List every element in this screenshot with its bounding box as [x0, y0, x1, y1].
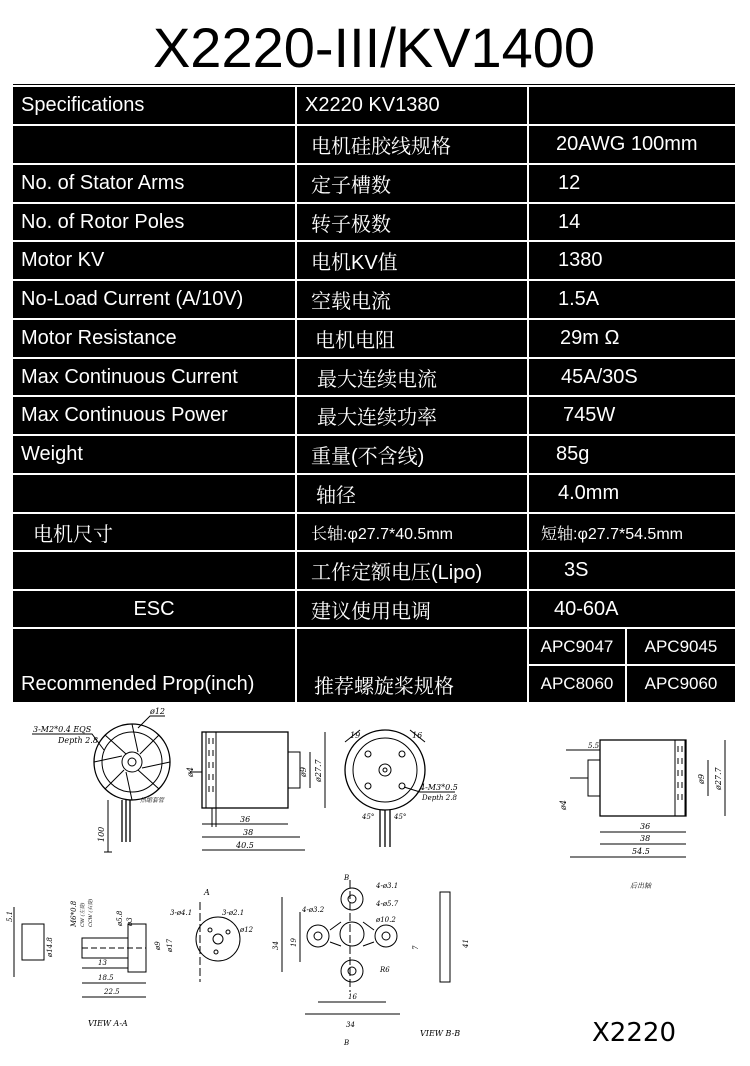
spec-value: 1.5A — [558, 288, 600, 310]
dim-label: 16 — [412, 731, 423, 740]
dim-label: ø9 — [697, 774, 706, 784]
spec-label-cn: 工作定额电压(Lipo) — [311, 562, 483, 584]
dim-label: 45° — [362, 813, 375, 821]
dim-label: 40.5 — [236, 841, 254, 850]
dim-label: 13 — [98, 959, 107, 967]
view-adapter-end — [170, 902, 254, 982]
spec-label-en: Weight — [21, 443, 83, 465]
dim-note: CCW (右旋) — [88, 898, 94, 927]
dim-label: 4-ø3.1 — [376, 882, 399, 890]
view-front-3-holes — [32, 707, 170, 852]
dim-label: ø27.7 — [314, 759, 323, 782]
spec-value: 3S — [564, 559, 589, 581]
spec-label-en: No. of Rotor Poles — [21, 210, 185, 233]
dim-label: ø14.8 — [46, 937, 54, 957]
spec-label-en: No. of Stator Arms — [21, 172, 185, 194]
spec-value: 12 — [558, 172, 581, 194]
spec-label-cn: 电机电阻 — [315, 330, 395, 352]
dim-label: ø9 — [154, 941, 162, 950]
view-label: VIEW A-A — [88, 1019, 128, 1028]
row-line — [13, 473, 735, 475]
spec-value: 745W — [563, 404, 616, 426]
spec-value: 29m Ω — [560, 327, 620, 349]
spec-value: 14 — [558, 210, 581, 233]
dim-label: 4-ø5.7 — [376, 900, 399, 908]
spec-label-en: Motor KV — [21, 249, 105, 271]
spec-label-cn: 电机KV值 — [311, 252, 398, 274]
dim-note: CW (左旋) — [80, 902, 86, 927]
spec-label-en: Max Continuous Power — [21, 404, 228, 426]
dim-label: ø12 — [150, 707, 165, 716]
spec-label-cn: 空载电流 — [311, 291, 391, 313]
dim-label: 38 — [640, 834, 651, 843]
dim-label: 4-M3*0.5 — [420, 783, 458, 792]
spec-label-cn: 重量(不含线) — [311, 446, 425, 468]
spec-table — [13, 85, 735, 702]
dim-label: ø4 — [186, 767, 195, 777]
spec-value: 短轴:φ27.7*54.5mm — [541, 525, 683, 543]
dim-label: 22.5 — [104, 988, 120, 996]
spec-value: 85g — [556, 443, 590, 465]
dim-note: 热缩套管 — [140, 797, 165, 804]
model-label: X2220 — [592, 1018, 676, 1048]
view-side — [186, 732, 325, 850]
spec-label-cn: 轴径 — [316, 485, 356, 507]
dim-label: ø12 — [240, 926, 254, 934]
technical-drawing — [0, 702, 750, 1061]
dim-label: ø4 — [559, 800, 568, 810]
col-divider-1 — [295, 85, 297, 702]
spec-label-cn: 长轴:φ27.7*40.5mm — [311, 525, 453, 543]
spec-value: 20AWG 100mm — [556, 133, 698, 155]
spec-label-en: Max Continuous Current — [21, 365, 238, 388]
dim-label: 16 — [348, 993, 357, 1001]
drawing-svg — [0, 702, 750, 1061]
section-mark: B — [344, 1039, 350, 1047]
spec-label-en: No-Load Current (A/10V) — [21, 288, 244, 310]
prop-label-en: Recommended Prop(inch) — [21, 672, 255, 695]
dim-label: M6*0.8 — [70, 900, 78, 927]
spec-label-cn: 建议使用电调 — [311, 600, 431, 623]
dim-label: 34 — [346, 1021, 355, 1029]
spec-value: 40-60A — [554, 597, 619, 620]
prop-value: APC9060 — [644, 674, 718, 693]
spec-value: 45A/30S — [561, 365, 638, 388]
dim-label: 19 — [350, 731, 361, 740]
spec-value: 4.0mm — [558, 482, 620, 504]
section-mark: A — [204, 888, 210, 897]
dim-label: ø9 — [299, 767, 308, 777]
dim-label: 7 — [412, 945, 420, 950]
title-box — [13, 10, 735, 86]
dim-label: 3-ø2.1 — [222, 909, 245, 917]
prop-label-cn: 推荐螺旋桨规格 — [314, 675, 454, 698]
prop-value: APC8060 — [540, 674, 614, 693]
view-x-mount — [272, 874, 470, 1047]
title-bar — [0, 0, 750, 85]
dim-label: 38 — [243, 828, 254, 837]
dim-label: Depth 2.8 — [422, 794, 457, 802]
section-mark: B — [344, 874, 350, 882]
dim-label: ø5.8 — [116, 910, 124, 926]
spec-label-en: Motor Resistance — [21, 327, 177, 349]
dim-label: 4-ø3.2 — [302, 906, 325, 914]
spec-label-en: Specifications — [21, 94, 145, 116]
dim-label: 36 — [240, 815, 251, 824]
dim-label: 3-ø4.1 — [170, 909, 193, 917]
dim-label: 3-M2*0.4 EQS — [33, 725, 92, 734]
dim-label: Depth 2.8 — [58, 736, 98, 745]
spec-label-cn: 最大连续功率 — [317, 407, 437, 429]
spec-label-cn: 转子极数 — [311, 213, 391, 236]
spec-value: 1380 — [558, 249, 603, 271]
dim-label: 36 — [640, 822, 651, 831]
dim-label: ø27.7 — [714, 767, 723, 790]
dim-label: ø3 — [126, 917, 134, 926]
dim-label: ø17 — [166, 938, 174, 952]
dim-label: 5.5 — [588, 742, 600, 750]
dim-label: 18.5 — [98, 974, 114, 982]
view-rear-shaft — [559, 740, 725, 890]
spec-label-cn: 最大连续电流 — [317, 368, 437, 391]
dim-label: R6 — [380, 966, 390, 974]
dim-label: 100 — [97, 826, 106, 842]
dim-label: 41 — [462, 939, 470, 948]
view-back-4-holes — [345, 730, 458, 847]
page-title: X2220-III/KV1400 — [152, 15, 596, 79]
dim-label: 45° — [394, 813, 407, 821]
spec-label-en: ESC — [133, 597, 175, 620]
dim-label: 54.5 — [632, 847, 650, 856]
prop-value: APC9045 — [644, 636, 718, 656]
dim-label: 34 — [272, 941, 280, 950]
dim-note: 后出轴 — [630, 882, 651, 890]
spec-label-cn: 电机硅胶线规格 — [311, 136, 451, 158]
dim-label: 5.1 — [6, 910, 14, 922]
spec-label-cn: 定子槽数 — [311, 175, 391, 197]
spec-label-en: 电机尺寸 — [33, 523, 113, 546]
spec-label-cn: X2220 KV1380 — [305, 94, 440, 116]
dim-label: 19 — [290, 938, 298, 947]
view-label: VIEW B-B — [420, 1029, 461, 1038]
dim-label: ø10.2 — [376, 916, 396, 924]
col-divider-2 — [527, 85, 529, 702]
prop-value: APC9047 — [540, 636, 614, 656]
